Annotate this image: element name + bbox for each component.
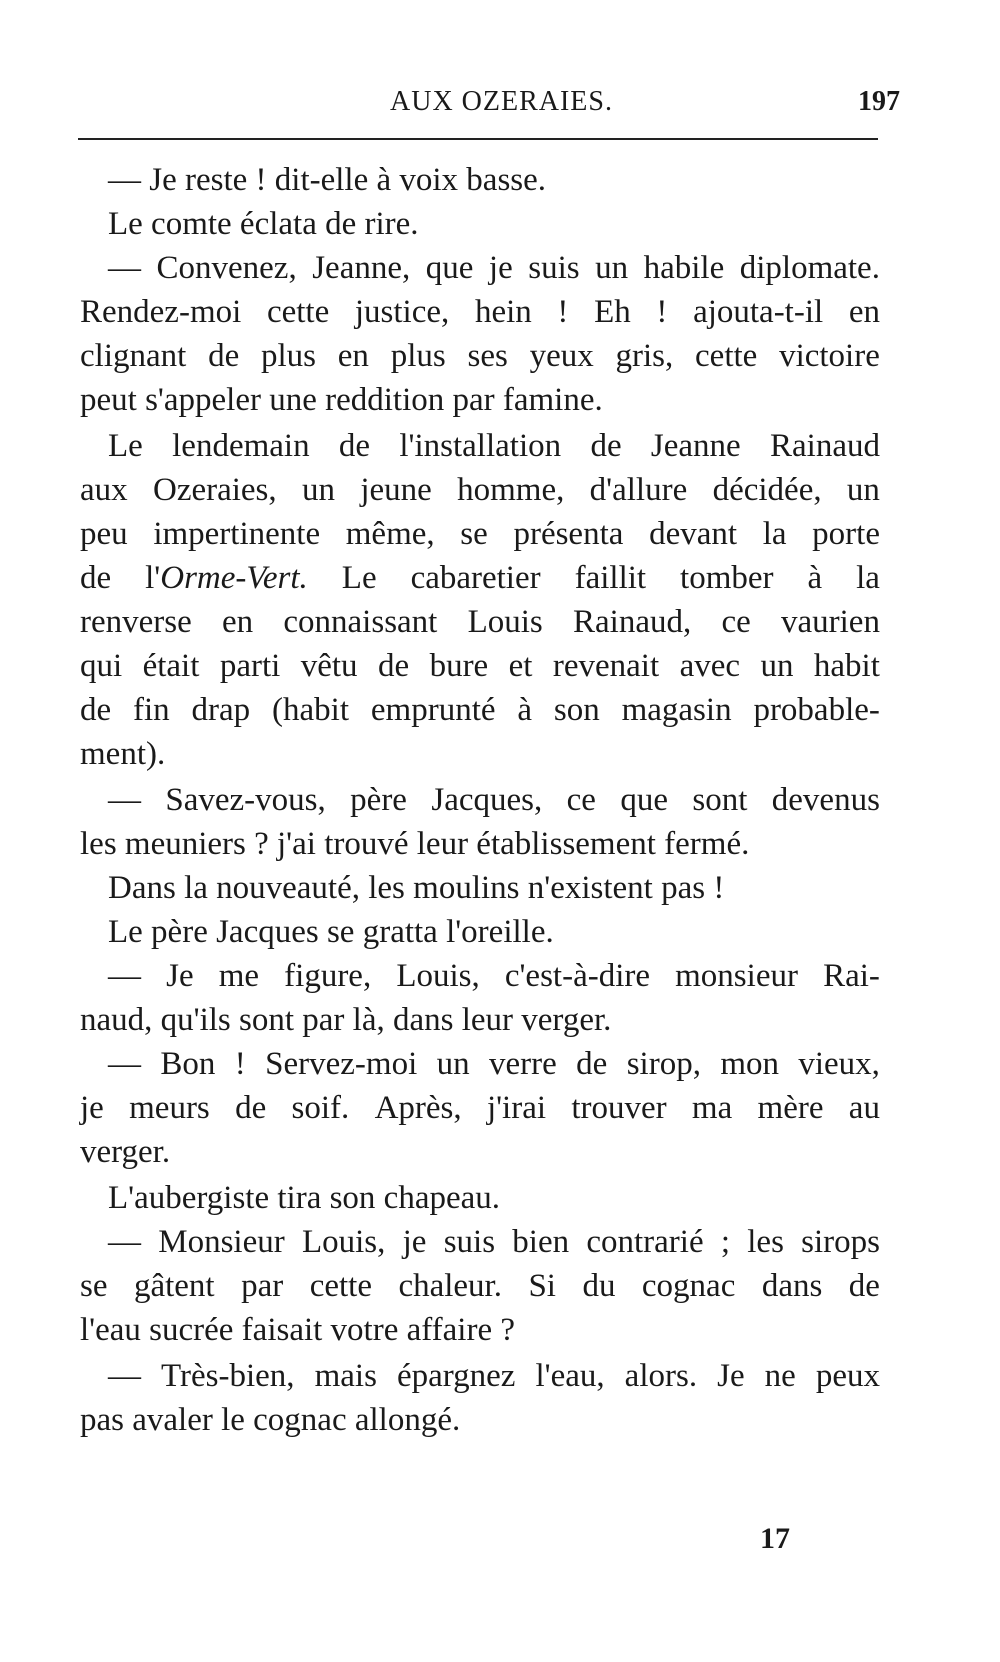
word: ne xyxy=(764,1358,796,1394)
word: un xyxy=(301,472,335,508)
word: Louis, xyxy=(301,1224,386,1260)
word: probable- xyxy=(753,692,880,728)
word: suis xyxy=(528,250,580,286)
word: épargnez xyxy=(396,1358,516,1394)
page-number: 197 xyxy=(858,86,900,117)
text-line xyxy=(108,246,880,290)
word: devant xyxy=(649,516,738,552)
word: à xyxy=(807,560,823,596)
text-segment: Le père Jacques se gratta l'oreille. xyxy=(108,914,554,950)
word: ! xyxy=(234,1046,246,1082)
word: Rendez-moi xyxy=(80,294,242,330)
word: les xyxy=(747,1224,784,1260)
word: se xyxy=(460,516,488,552)
word: Le xyxy=(341,560,377,596)
word: père xyxy=(350,782,407,818)
text-line xyxy=(80,1264,880,1308)
word: avec xyxy=(679,648,741,684)
word: cognac xyxy=(641,1268,736,1304)
word: et xyxy=(508,648,533,684)
word: Rai- xyxy=(823,958,880,994)
word: la xyxy=(856,560,880,596)
text-segment: verger. xyxy=(80,1134,171,1170)
word: de xyxy=(590,428,622,464)
text-line xyxy=(80,378,603,422)
signature-mark: 17 xyxy=(760,1522,790,1555)
text-line xyxy=(80,290,880,334)
word: drap xyxy=(191,692,251,728)
text-line xyxy=(108,778,880,822)
word: (habit xyxy=(272,692,350,728)
word: porte xyxy=(812,516,880,552)
word: ce xyxy=(721,604,751,640)
text-segment: les meuniers ? j'ai trouvé leur établissement fermé. xyxy=(80,826,750,862)
word: en xyxy=(848,294,880,330)
text-line xyxy=(80,334,880,378)
word: de xyxy=(208,338,240,374)
word: magasin xyxy=(621,692,732,728)
text-line xyxy=(108,866,724,910)
word: Jeanne, xyxy=(312,250,411,286)
word: au xyxy=(848,1090,880,1126)
word: — xyxy=(108,958,141,994)
text-line xyxy=(108,1042,880,1086)
word: — xyxy=(108,1224,141,1260)
word: victoire xyxy=(779,338,880,374)
word: Après, xyxy=(374,1090,462,1126)
text-line xyxy=(80,556,880,600)
word: mon xyxy=(720,1046,779,1082)
text-line xyxy=(108,954,880,998)
word: de xyxy=(80,560,112,596)
word: contrarié xyxy=(586,1224,704,1260)
word: dans xyxy=(761,1268,823,1304)
word: j'irai xyxy=(486,1090,547,1126)
word: décidée, xyxy=(712,472,822,508)
word: revenait xyxy=(552,648,660,684)
text-line xyxy=(108,910,554,954)
word: parti xyxy=(219,648,281,684)
word: cette xyxy=(309,1268,372,1304)
text-line xyxy=(108,158,546,202)
word: bien xyxy=(512,1224,570,1260)
word: peux xyxy=(815,1358,880,1394)
word: bure xyxy=(429,648,489,684)
word: ; xyxy=(720,1224,731,1260)
word: Rainaud, xyxy=(573,604,692,640)
word: emprunté xyxy=(370,692,496,728)
word: meurs xyxy=(129,1090,210,1126)
word: vaurien xyxy=(781,604,880,640)
word: Jeanne xyxy=(650,428,741,464)
word: un xyxy=(846,472,880,508)
word: lendemain xyxy=(172,428,310,464)
word: de xyxy=(848,1268,880,1304)
word: homme, xyxy=(457,472,565,508)
word: un xyxy=(595,250,629,286)
word: se xyxy=(80,1268,108,1304)
word: que xyxy=(425,250,474,286)
word: ajouta-t-il xyxy=(693,294,824,330)
word: Louis, xyxy=(396,958,480,994)
word: était xyxy=(142,648,200,684)
word: cette xyxy=(266,294,330,330)
word: cette xyxy=(695,338,758,374)
word: gâtent xyxy=(133,1268,215,1304)
word: de xyxy=(576,1046,608,1082)
word: de xyxy=(235,1090,267,1126)
word: Je xyxy=(717,1358,745,1394)
word: plus xyxy=(261,338,317,374)
word: clignant xyxy=(80,338,187,374)
text-segment: ment). xyxy=(80,736,166,772)
word: que xyxy=(620,782,668,818)
word: monsieur xyxy=(675,958,798,994)
word: habile xyxy=(643,250,725,286)
word: alors. xyxy=(624,1358,698,1394)
word: jeune xyxy=(360,472,432,508)
word: justice, xyxy=(354,294,450,330)
word: son xyxy=(553,692,600,728)
word: mère xyxy=(757,1090,824,1126)
text-segment: Dans la nouveauté, les moulins n'existent pas ! xyxy=(108,870,725,906)
text-line xyxy=(80,468,880,512)
word: hein xyxy=(474,294,532,330)
word: yeux xyxy=(529,338,594,374)
word: chaleur. xyxy=(398,1268,502,1304)
text-segment: — Je reste ! dit-elle à voix basse. xyxy=(108,162,547,198)
word: je xyxy=(488,250,513,286)
word: ce xyxy=(566,782,596,818)
word: me xyxy=(218,958,260,994)
word: la xyxy=(762,516,787,552)
word: l'Orme-Vert. xyxy=(145,560,308,596)
word: gris, xyxy=(615,338,674,374)
word: fin xyxy=(133,692,170,728)
word: — xyxy=(108,1358,141,1394)
text-line xyxy=(108,202,419,246)
word: en xyxy=(222,604,254,640)
word: l'installation xyxy=(399,428,562,464)
word: — xyxy=(108,782,141,818)
text-line xyxy=(80,688,880,732)
word: soif. xyxy=(291,1090,350,1126)
running-title: AUX OZERAIES. xyxy=(390,86,613,117)
word: je xyxy=(80,1090,104,1126)
word: devenus xyxy=(771,782,880,818)
text-line xyxy=(108,1354,880,1398)
word: Très-bien, xyxy=(161,1358,295,1394)
word: faillit xyxy=(574,560,647,596)
word: trouver xyxy=(571,1090,667,1126)
word: Si xyxy=(528,1268,556,1304)
text-line xyxy=(108,424,880,468)
text-segment: pas avaler le cognac allongé. xyxy=(80,1402,461,1438)
text-line xyxy=(80,1130,170,1174)
word: Rainaud xyxy=(770,428,880,464)
word: renverse xyxy=(80,604,192,640)
word: vieux, xyxy=(798,1046,880,1082)
word: l'eau, xyxy=(535,1358,605,1394)
word: qui xyxy=(80,648,123,684)
word: Monsieur xyxy=(158,1224,285,1260)
word: impertinente xyxy=(153,516,321,552)
word: de xyxy=(80,692,112,728)
word: Louis xyxy=(467,604,543,640)
word: sont xyxy=(692,782,748,818)
text-line xyxy=(80,1398,460,1442)
word: Jacques, xyxy=(431,782,543,818)
word: je xyxy=(402,1224,427,1260)
word: figure, xyxy=(284,958,372,994)
word: sirop, xyxy=(626,1046,701,1082)
word: suis xyxy=(443,1224,496,1260)
word: plus xyxy=(390,338,446,374)
word: cabaretier xyxy=(410,560,541,596)
word: à xyxy=(517,692,533,728)
word: mais xyxy=(314,1358,377,1394)
word: Le xyxy=(108,428,143,464)
word: de xyxy=(338,428,371,464)
word: Servez-moi xyxy=(265,1046,418,1082)
text-line xyxy=(80,600,880,644)
word: Bon xyxy=(160,1046,216,1082)
word: vêtu xyxy=(300,648,358,684)
text-segment: naud, qu'ils sont par là, dans leur verger. xyxy=(80,1002,612,1038)
text-segment: L'aubergiste tira son chapeau. xyxy=(108,1180,501,1216)
word: du xyxy=(582,1268,616,1304)
word: habit xyxy=(813,648,880,684)
text-line xyxy=(108,1176,500,1220)
word: ma xyxy=(691,1090,733,1126)
word: c'est-à-dire xyxy=(504,958,651,994)
word: connaissant xyxy=(283,604,438,640)
word: sirops xyxy=(801,1224,880,1260)
word: — xyxy=(108,1046,141,1082)
text-line xyxy=(80,822,749,866)
text-line xyxy=(80,732,165,776)
word: Je xyxy=(166,958,194,994)
text-line xyxy=(80,512,880,556)
word: Eh xyxy=(594,294,631,330)
word: verre xyxy=(489,1046,557,1082)
text-line xyxy=(108,1220,880,1264)
text-segment: Le comte éclata de rire. xyxy=(108,206,419,242)
word: un xyxy=(760,648,794,684)
text-segment: l'eau sucrée faisait votre affaire ? xyxy=(80,1312,515,1348)
text-line xyxy=(80,1086,880,1130)
word: un xyxy=(436,1046,470,1082)
word: ses xyxy=(467,338,508,374)
word: en xyxy=(337,338,369,374)
word: de xyxy=(377,648,410,684)
word: Savez-vous, xyxy=(165,782,326,818)
word: par xyxy=(241,1268,284,1304)
word: peu xyxy=(80,516,128,552)
italic-word: Orme-Vert. xyxy=(160,560,308,596)
word: présenta xyxy=(513,516,624,552)
word: Convenez, xyxy=(156,250,297,286)
word: — xyxy=(108,250,141,286)
text-line xyxy=(80,644,880,688)
word: même, xyxy=(345,516,435,552)
word: aux xyxy=(80,472,128,508)
word: ! xyxy=(656,294,668,330)
text-segment: peut s'appeler une reddition par famine. xyxy=(80,382,603,418)
text-line xyxy=(80,998,611,1042)
word: ! xyxy=(557,294,569,330)
word: d'allure xyxy=(589,472,688,508)
word: Ozeraies, xyxy=(152,472,277,508)
word: diplomate. xyxy=(739,250,880,286)
text-line xyxy=(80,1308,515,1352)
word: tomber xyxy=(680,560,774,596)
